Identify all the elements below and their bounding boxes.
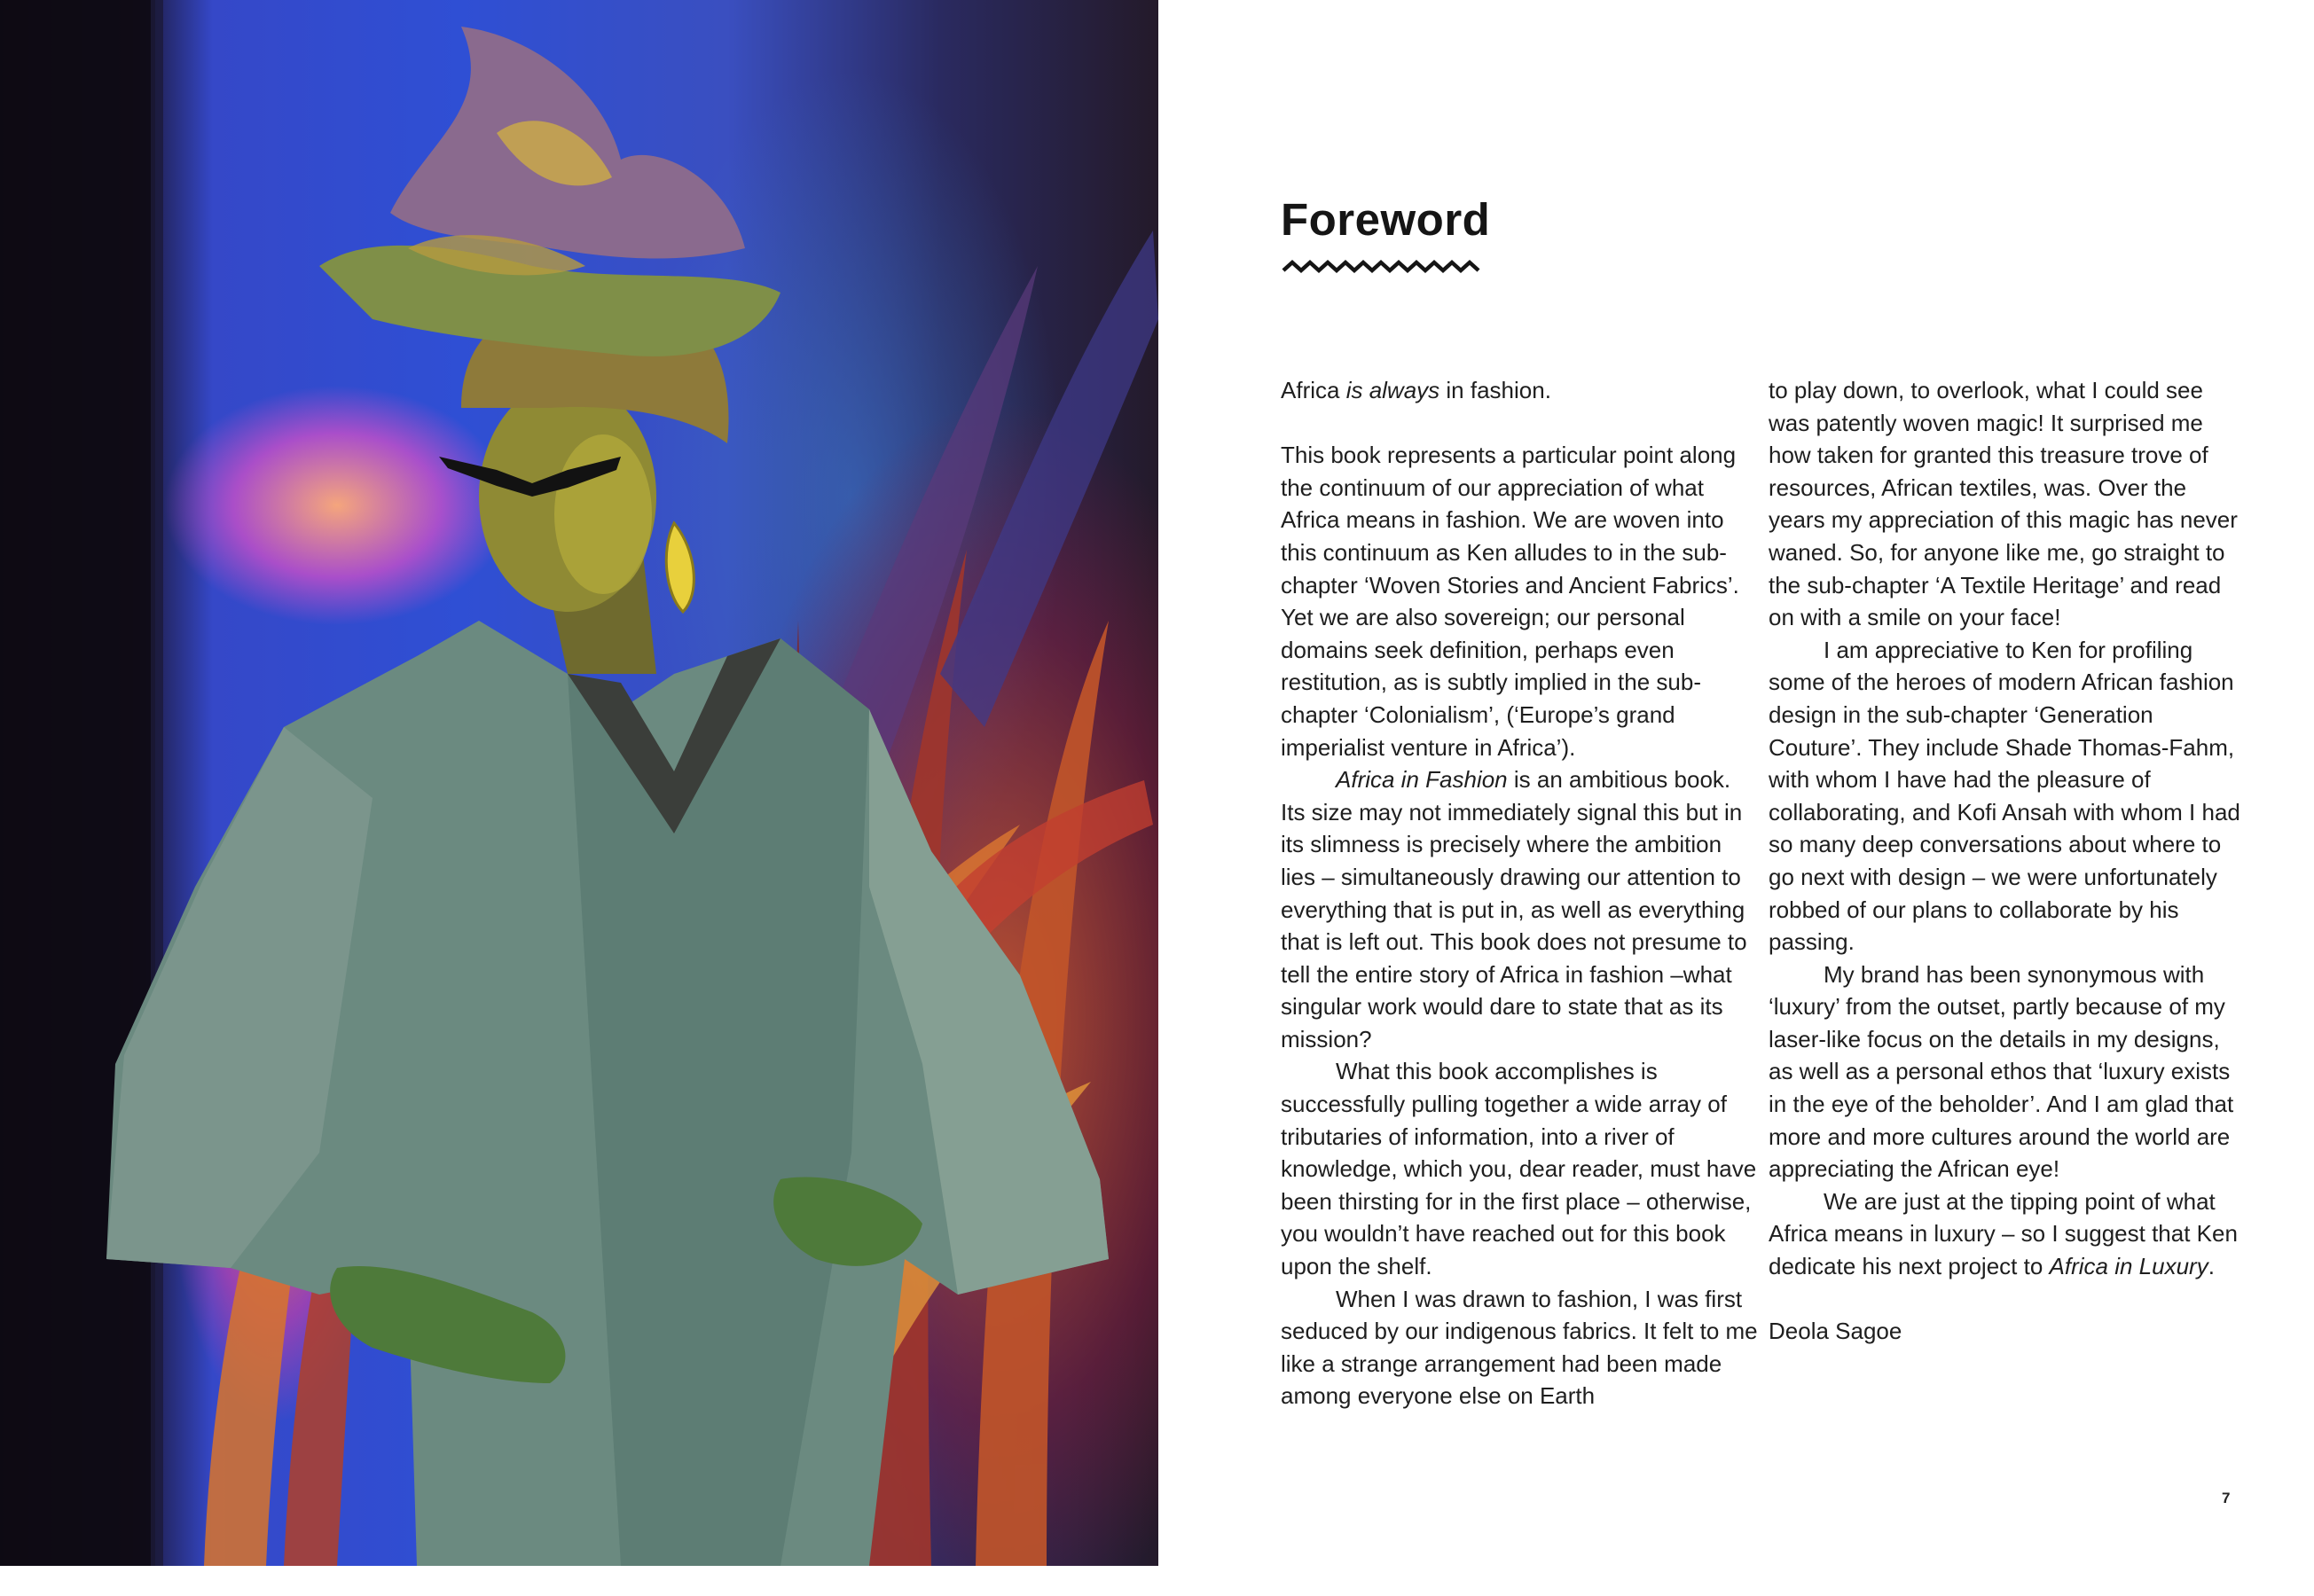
signature: Deola Sagoe [1769,1318,1902,1345]
wave-underline-icon [1282,258,1480,276]
page-title: Foreword [1281,194,1491,245]
paragraph: What this book accomplishes is successfully pulling together a wide array of tributaries of information, into a river of knowledge, which you, dear reader, must have been thirsting for in the first place – otherwise, you wouldn’t have reached out for this book upon the shelf. [1281,1058,1757,1280]
text-run: . [2208,1253,2215,1280]
text-run: in fashion. [1439,377,1551,403]
face-light [554,434,652,594]
text-run: We are just at the tipping point of what Africa means in luxury – so I suggest that Ken dedicate his next project to [1769,1187,2238,1280]
text-column-left [1281,374,1760,1412]
text-run-italic: is always [1345,377,1440,403]
text-run: is an ambitious book. Its size may not immediately signal this but in its slimness is precisely where the ambition lies – simultaneously drawing our attention to everything that is put in, as well as everything that is left out. This book does not presume to tell the entire story of Africa in fashion –what singular work would dare to state that as its mission? [1281,766,1747,1052]
paragraph: When I was drawn to fashion, I was first seduced by our indigenous fabrics. It felt to me like a strange arrangement had been made among everyone else on Earth [1281,1285,1758,1410]
pillar-edge [151,0,163,1566]
paragraph [1769,1185,2247,1283]
photo-illustration [0,0,1158,1566]
paragraph: I am appreciative to Ken for profiling some of the heroes of modern African fashion design in the sub-chapter ‘Generation Couture’. They include Shade Thomas-Fahm, with whom I have had the pleasure of collaborating, and Kofi Ansah with whom I had so many deep conversations about where to go next with design – we were unfortunately robbed of our plans to collaborate by his passing. [1769,636,2240,956]
dark-pillar [0,0,155,1566]
paragraph: This book represents a particular point along the continuum of our appreciation of what Africa means in fashion. We are woven into this continuum as Ken alludes to in the sub-chapter ‘Woven Stories and Ancient Fabrics’. Yet we are also sovereign; our personal domains seek definition, perhaps even restitution, as is subtly implied in the sub-chapter ‘Colonialism’, (‘Europe’s grand imperialist venture in Africa’). [1281,442,1739,761]
page-number: 7 [2222,1490,2231,1506]
paragraph: to play down, to overlook, what I could see was patently woven magic! It surprised me how taken for granted this treasure trove of resources, African textiles, was. Over the years my appreciation of this magic has never waned. So, for anyone like me, go straight to the sub-chapter ‘A Textile Heritage’ and read on with a smile on your face! [1769,377,2238,631]
book-title-italic: Africa in Fashion [1336,766,1508,794]
text-run: Africa [1281,377,1346,403]
paragraph [1281,763,1760,1055]
earring [666,523,694,612]
paragraph: My brand has been synonymous with ‘luxury’ from the outset, partly because of my laser-like focus on the details in my designs, as well as a personal ethos that ‘luxury exists in the eye of the beholder’. And I am glad that more and more cultures around the world are appreciating the African eye! [1769,960,2234,1183]
fashion-photo [0,0,1158,1566]
book-title-italic: Africa in Luxury [2049,1253,2208,1280]
text-column-right [1769,374,2247,1348]
paragraph [1281,374,1760,407]
